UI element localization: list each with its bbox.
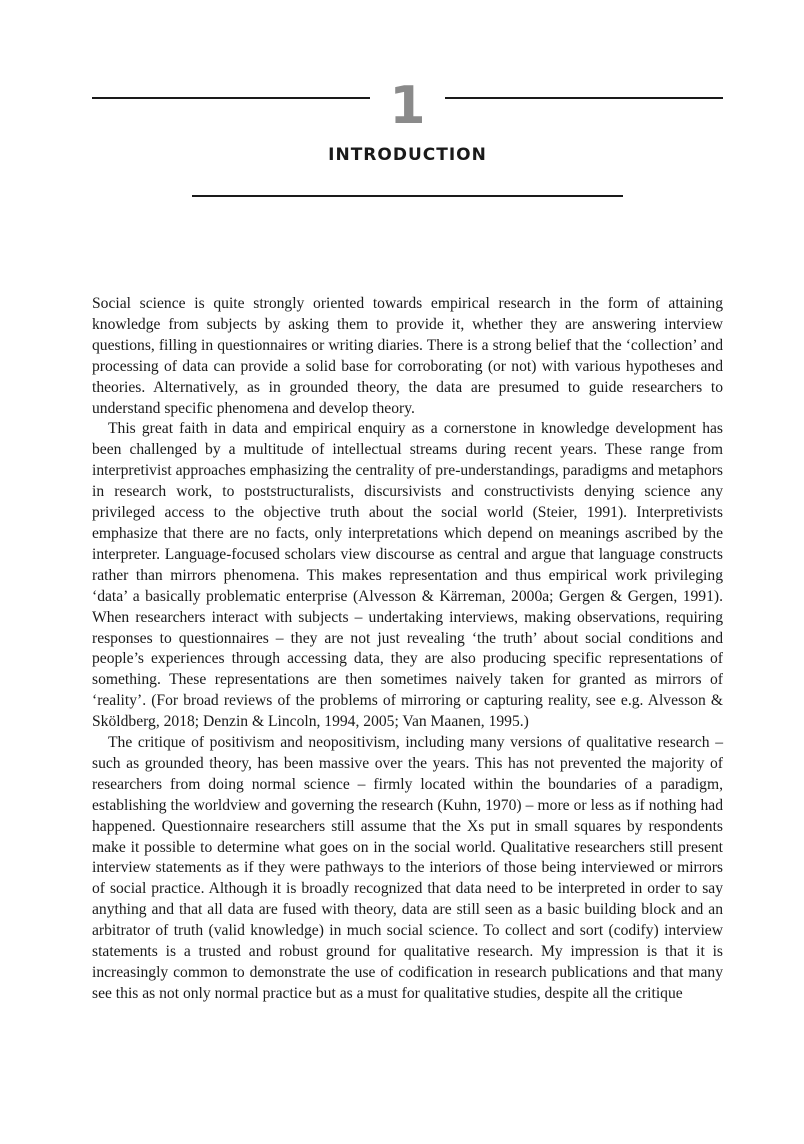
paragraph-2: This great faith in data and empirical enquiry as a cornerstone in knowledge development has been challenged by a multitude of intellectual streams during recent years. These range from interpretivist approaches emphasizing the centrality of pre-understandings, paradigms and metaphors in research work, to poststructuralists, discursivists and constructivists denying science any privileged access to the objective truth about the social world (Steier, 1991). Interpretivists emphasize that there are no facts, only interpretations which depend on meanings ascribed by the interpreter. Language-focused scholars view discourse as central and argue that language constructs rather than mirrors phenomena. This makes representation and thus empirical work privileging ‘data’ a basically problematic enterprise (Alvesson & Kärreman, 2000a; Gergen & Gergen, 1991). When researchers interact with subjects – undertaking interviews, making observations, requiring responses to questionnaires – they are not just revealing ‘the truth’ about social conditions and people’s experiences through accessing data, they are also producing specific representations of something. These representations are then sometimes naively taken for granted as mirrors of ‘reality’. (For broad reviews of the problems of mirroring or capturing reality, see e.g. Alvesson & Sköldberg, 2018; Denzin & Lincoln, 1994, 2005; Van Maanen, 1995.) [92, 420, 723, 731]
chapter-number: 1 [389, 76, 426, 136]
header-rule-left [92, 97, 370, 99]
header-rule-right [445, 97, 723, 99]
title-underline-rule [192, 195, 623, 197]
paragraph-3: The critique of positivism and neopositivism, including many versions of qualitative research – such as grounded theory, has been massive over the years. This has not prevented the majority of researchers from doing normal science – firmly located within the boundaries of a paradigm, establishing the worldview and governing the research (Kuhn, 1970) – more or less as if nothing had happened. Questionnaire researchers still assume that the Xs put in small squares by respondents make it possible to determine what goes on in the social world. Qualitative researchers still present interview statements as if they were pathways to the interiors of those being interviewed or mirrors of social practice. Although it is broadly recognized that data need to be interpreted in order to say anything and that all data are fused with theory, data are still seen as a basic building block and an arbitrator of truth (valid knowledge) in much social science. To collect and sort (codify) interview statements is a trusted and robust ground for qualitative research. My impression is that it is increasingly common to demonstrate the use of codification in research publications and that many see this as not only normal practice but as a must for qualitative studies, despite all the critique [92, 734, 723, 1002]
body-text [92, 294, 723, 1005]
paragraph-1: Social science is quite strongly oriented towards empirical research in the form of attaining knowledge from subjects by asking them to provide it, whether they are answering interview questions, filling in questionnaires or writing diaries. There is a strong belief that the ‘collection’ and processing of data can provide a solid base for corroborating (or not) with various hypotheses and theories. Alternatively, as in grounded theory, the data are presumed to guide researchers to understand specific phenomena and develop theory. [92, 295, 723, 417]
chapter-title: INTRODUCTION [328, 145, 487, 165]
